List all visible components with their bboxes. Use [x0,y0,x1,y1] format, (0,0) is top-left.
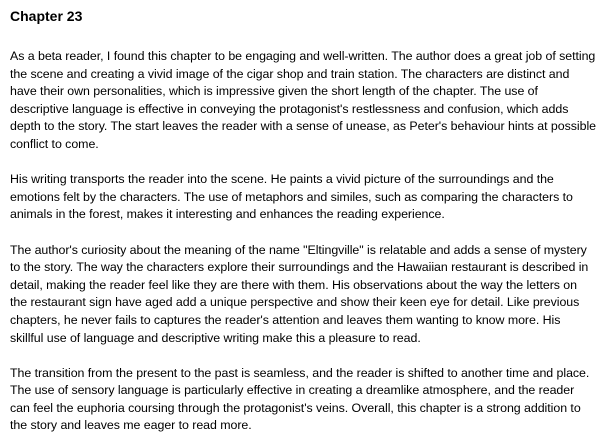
paragraph-3: The author's curiosity about the meaning of the name "Eltingville" is relatable and adds a sense of mystery to the story. The way the characters explore their surroundings and the Hawaiian restaurant is described in detail, making the reader feel like they are there with them. His observations about the way the letters on the restaurant sign have aged add a unique perspective and show their keen eye for detail. Like previous chapters, he never fails to captures the reader's attention and leaves them wanting to know more. His skillful use of language and descriptive writing make this a pleasure to read. [10,242,589,345]
document-page [10,6,596,435]
paragraph-2: His writing transports the reader into the scene. He paints a vivid picture of the surroundings and the emotions felt by the characters. The use of metaphors and similes, such as comparing the characters to animals in the forest, makes it interesting and enhances the reading experience. [10,172,573,222]
chapter-title: Chapter 23 [10,8,83,24]
paragraph-1: As a beta reader, I found this chapter to be engaging and well-written. The author does a great job of setting the scene and creating a vivid image of the cigar shop and train station. The characters are distinct and have their own personalities, which is impressive given the short length of the chapter. The use of descriptive language is effective in conveying the protagonist's restlessness and confusion, which adds depth to the story. The start leaves the reader with a sense of unease, as Peter's behaviour hints at possible conflict to come. [10,49,596,151]
paragraph-4: The transition from the present to the past is seamless, and the reader is shifted to another time and place. The use of sensory language is particularly effective in creating a dreamlike atmosphere, and the reader can feel the euphoria coursing through the protagonist's veins. Overall, this chapter is a strong addition to the story and leaves me eager to read more. [10,365,590,433]
